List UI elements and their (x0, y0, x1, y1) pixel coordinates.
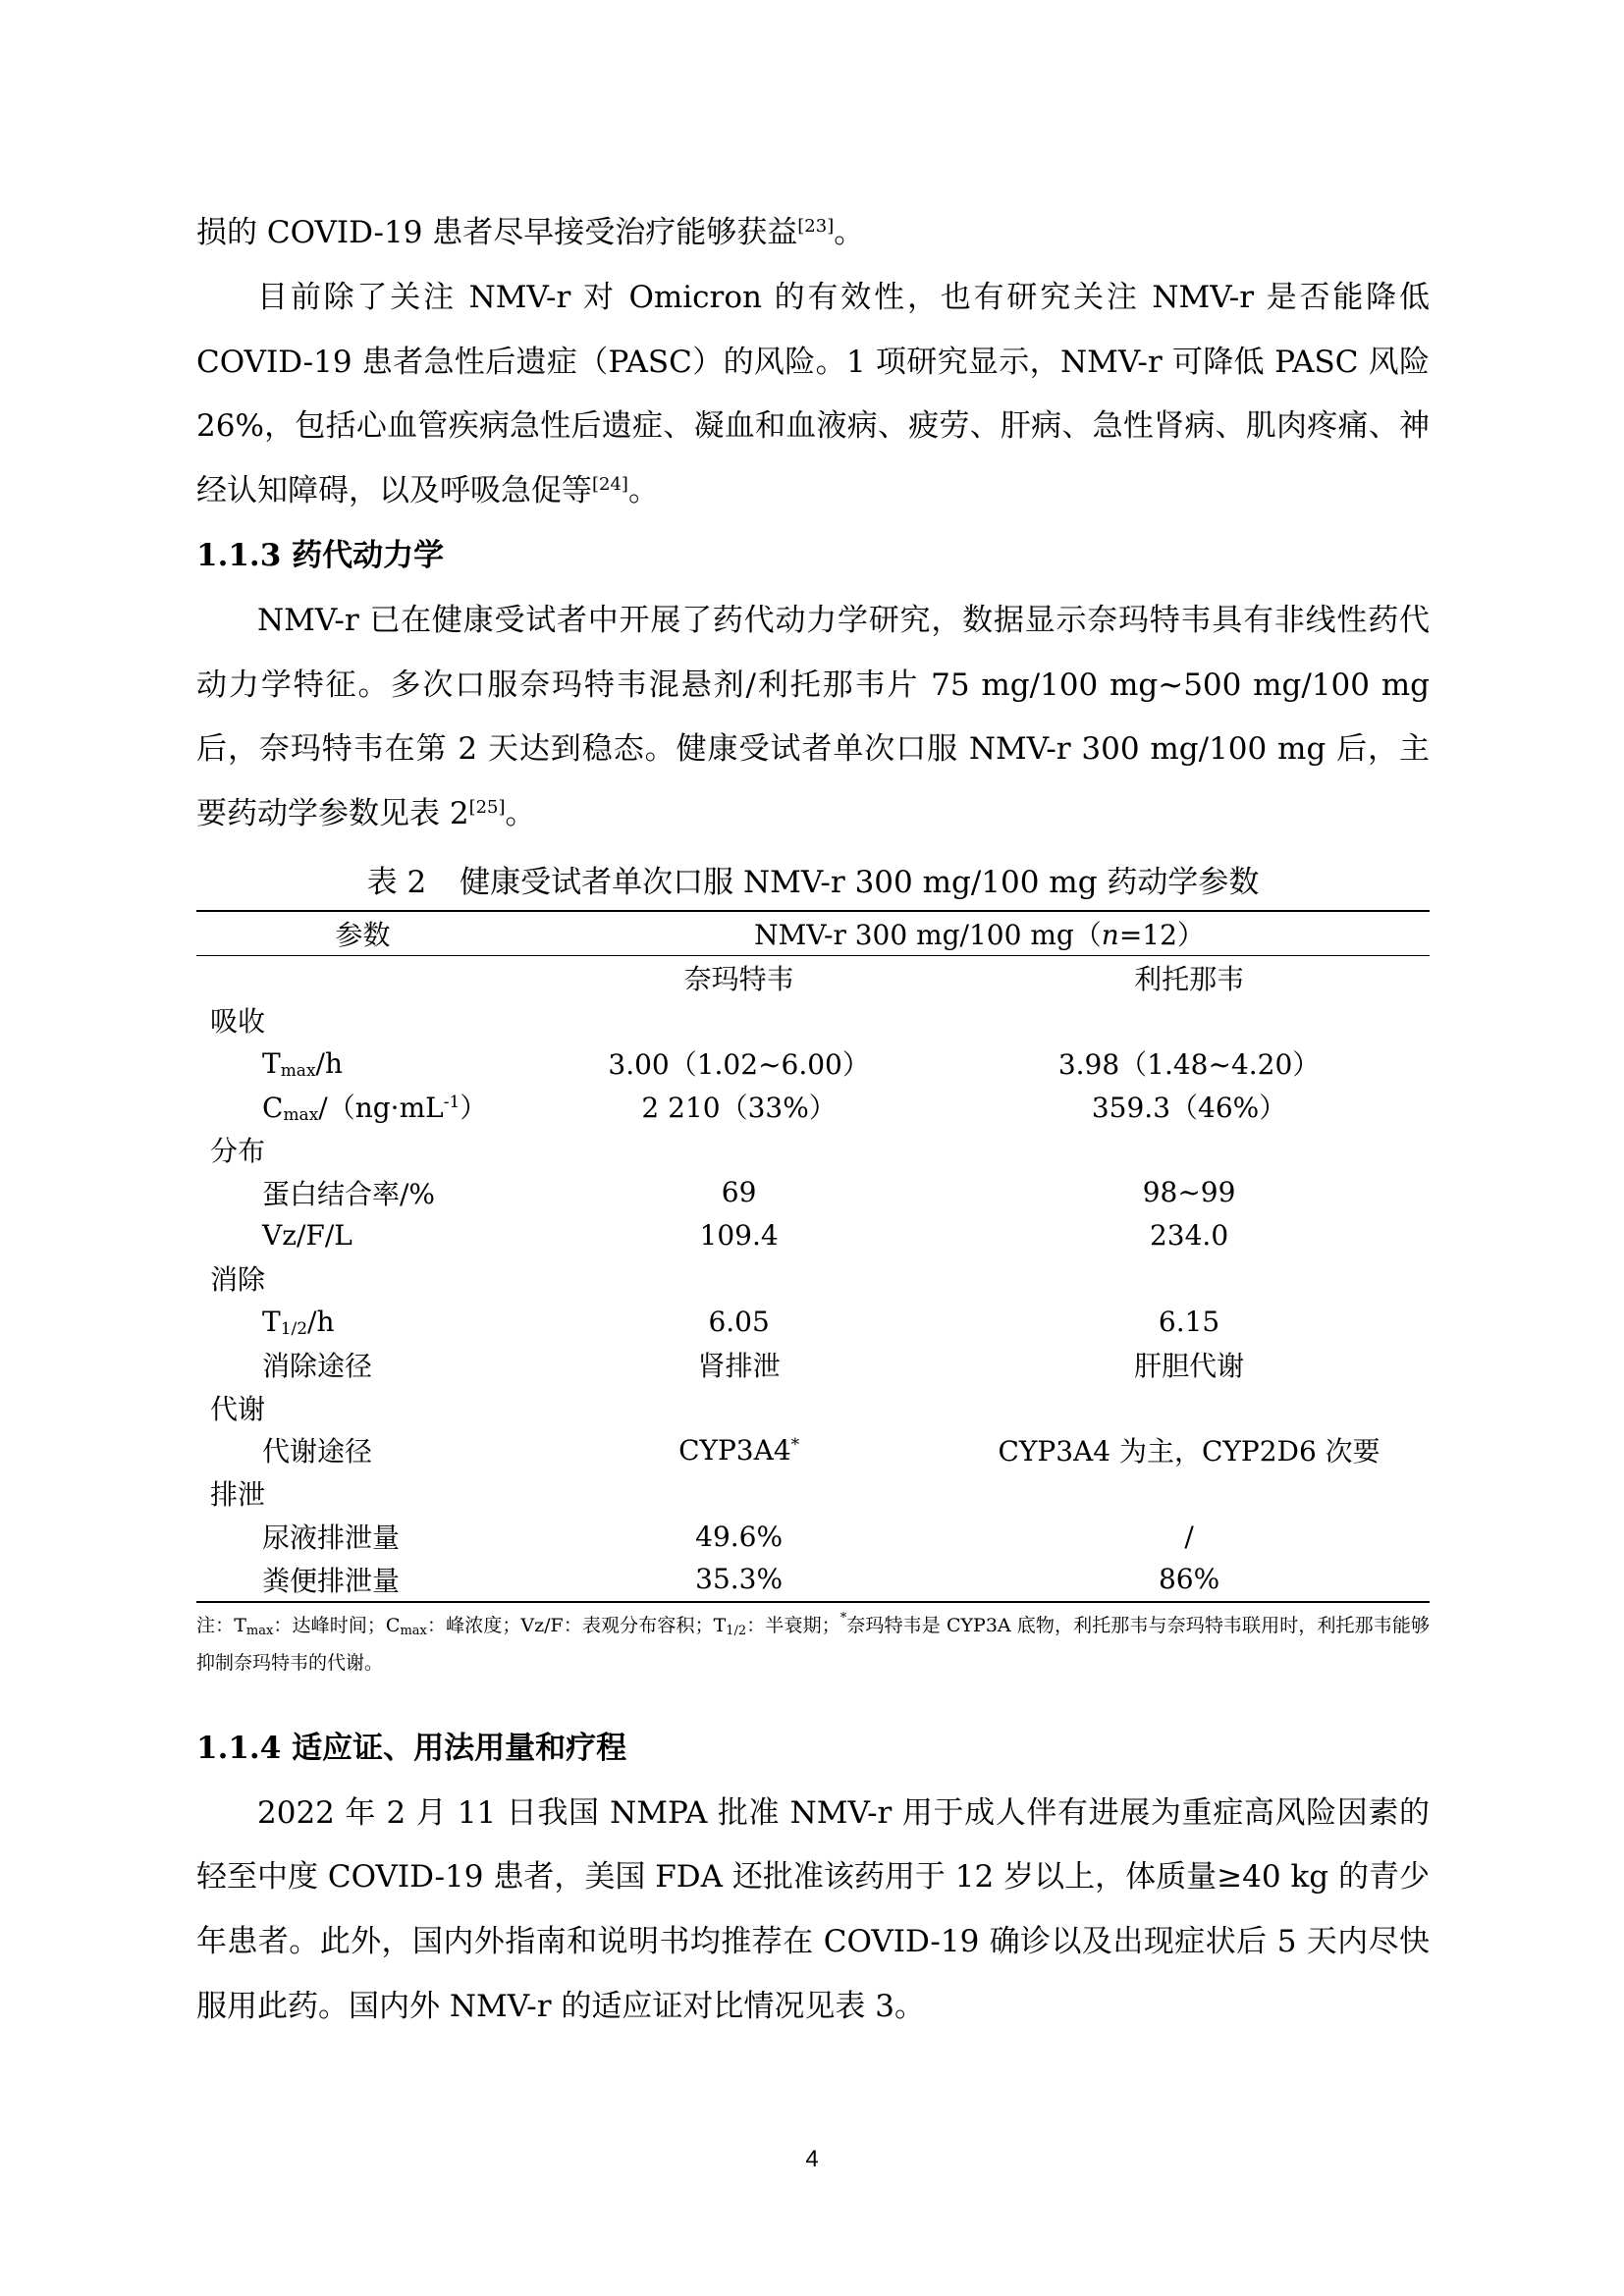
table-row (196, 1171, 1430, 1214)
cell-thalf-nirmatrelvir: 6.05 (708, 1305, 770, 1338)
row-label-metabolic-pathway: 代谢途径 (262, 1435, 373, 1468)
section-distribution: 分布 (210, 1134, 266, 1167)
cell-tmax-nirmatrelvir: 3.00（1.02~6.00） (608, 1048, 870, 1082)
section-heading-1-1-4: 1.1.4 适应证、用法用量和疗程 (196, 1730, 627, 1766)
header-group: NMV-r 300 mg/100 mg（n=12） (529, 911, 1430, 955)
table-row (196, 1085, 1430, 1128)
cell-urine-ritonavir: / (1184, 1520, 1194, 1553)
cell-thalf-ritonavir: 6.15 (1158, 1305, 1220, 1338)
table-section-row (196, 1128, 1430, 1171)
row-label-cmax: $C_{max}/(ng\cdot mL^{-1})$ (262, 1092, 488, 1126)
header-param: 参数 (196, 911, 529, 955)
cell-metab-ritonavir: CYP3A4 为主，CYP2D6 次要 (998, 1435, 1380, 1468)
table-row (196, 1041, 1430, 1085)
cell-feces-ritonavir: 86% (948, 1558, 1430, 1602)
document-page (196, 201, 1430, 2040)
row-label-protein-binding: 蛋白结合率/% (262, 1177, 436, 1210)
row-label-vz: Vz/F/L (262, 1218, 352, 1252)
cell-protein-nirmatrelvir: 69 (721, 1176, 757, 1209)
paragraph-2: 目前除了关注 NMV-r 对 Omicron 的有效性，也有研究关注 NMV-r 是否能降低 COVID-19 患者急性后遗症（PASC）的风险。1 项研究显示，NMV-r 可降低 PASC 风险 26%，包括心血管疾病急性后遗症、凝血和血液病、疲劳、肝病、急性肾病、肌肉疼痛、神经认知障碍，以及呼吸急促等[24]。 (196, 279, 1430, 509)
section-absorption: 吸收 (210, 1005, 266, 1039)
row-label-tmax: $T_{max}/h$ (262, 1046, 343, 1081)
table-header-row (196, 911, 1430, 955)
paragraph-4: 2022 年 2 月 11 日我国 NMPA 批准 NMV-r 用于成人伴有进展为重症高风险因素的轻至中度 COVID-19 患者，美国 FDA 还批准该药用于 12 岁以上，体质量≥40 kg 的青少年患者。此外，国内外指南和说明书均推荐在 COVID-19 确诊以及出现症状后 5 天内尽快服用此药。国内外 NMV-r 的适应证对比情况见表 3。 (196, 1794, 1430, 2024)
section-metabolism: 代谢 (210, 1392, 266, 1425)
pharmacokinetics-table (196, 910, 1430, 1603)
section-heading-1-1-3: 1.1.3 药代动力学 (196, 537, 445, 573)
citation-24: [24] (592, 474, 628, 496)
table-section-row (196, 1471, 1430, 1515)
section-excretion: 排泄 (210, 1478, 266, 1512)
cell-tmax-ritonavir: 3.98（1.48~4.20） (1057, 1048, 1321, 1082)
table-note: 注：$T_{max}$：达峰时间；$C_{max}$：峰浓度；Vz/F：表观分布容积；$T_{1/2}$：半衰期；*奈玛特韦是 CYP3A 底物，利托那韦与奈玛特韦联用时，利托那韦能够抑制奈玛特韦的代谢。 (196, 1610, 1430, 1674)
section-elimination: 消除 (210, 1263, 266, 1297)
cell-route-nirmatrelvir: 肾排泄 (697, 1349, 781, 1382)
cell-feces-nirmatrelvir: 35.3% (529, 1558, 948, 1602)
table-row (196, 1429, 1430, 1472)
header-nirmatrelvir: 奈玛特韦 (683, 962, 794, 995)
row-label-feces-excretion: 粪便排泄量 (196, 1558, 529, 1602)
table-row (196, 1300, 1430, 1343)
paragraph-1: 损的 COVID-19 患者尽早接受治疗能够获益[23]。 (196, 215, 865, 250)
header-ritonavir: 利托那韦 (1134, 962, 1245, 995)
row-label-urine-excretion: 尿液排泄量 (262, 1522, 401, 1555)
table-section-row (196, 1386, 1430, 1429)
table-caption-title: 健康受试者单次口服 NMV-r 300 mg/100 mg 药动学参数 (460, 864, 1260, 900)
table-caption-label: 表 2 (366, 864, 427, 900)
cell-metab-nirmatrelvir: CYP3A4* (678, 1433, 800, 1467)
table-row (196, 1343, 1430, 1386)
cell-cmax-ritonavir: 359.3（46%） (1091, 1092, 1287, 1125)
table-row (196, 1515, 1430, 1558)
cell-cmax-nirmatrelvir: 2 210（33%） (641, 1092, 837, 1125)
table-row (196, 1558, 1430, 1602)
row-label-thalf: $T_{1/2}/h$ (262, 1305, 335, 1339)
cell-protein-ritonavir: 98~99 (1142, 1176, 1236, 1209)
table-row (196, 1214, 1430, 1257)
table-caption (196, 863, 1430, 902)
table-section-row (196, 1256, 1430, 1300)
paragraph-3: NMV-r 已在健康受试者中开展了药代动力学研究，数据显示奈玛特韦具有非线性药代动力学特征。多次口服奈玛特韦混悬剂/利托那韦片 75 mg/100 mg~500 mg/100 mg 后，奈玛特韦在第 2 天达到稳态。健康受试者单次口服 NMV-r 300 mg/100 mg 后，主要药动学参数见表 2[25]。 (196, 602, 1430, 832)
cell-route-ritonavir: 肝胆代谢 (1134, 1349, 1245, 1382)
cell-vz-nirmatrelvir: 109.4 (699, 1218, 779, 1252)
page-number: 4 (805, 2146, 819, 2172)
table-section-row (196, 999, 1430, 1042)
row-label-elimination-route: 消除途径 (262, 1349, 373, 1382)
citation-25: [25] (468, 797, 506, 819)
cell-urine-nirmatrelvir: 49.6% (695, 1520, 784, 1553)
table-subheader-row (196, 955, 1430, 998)
citation-23: [23] (797, 216, 835, 237)
cell-vz-ritonavir: 234.0 (1149, 1218, 1229, 1252)
